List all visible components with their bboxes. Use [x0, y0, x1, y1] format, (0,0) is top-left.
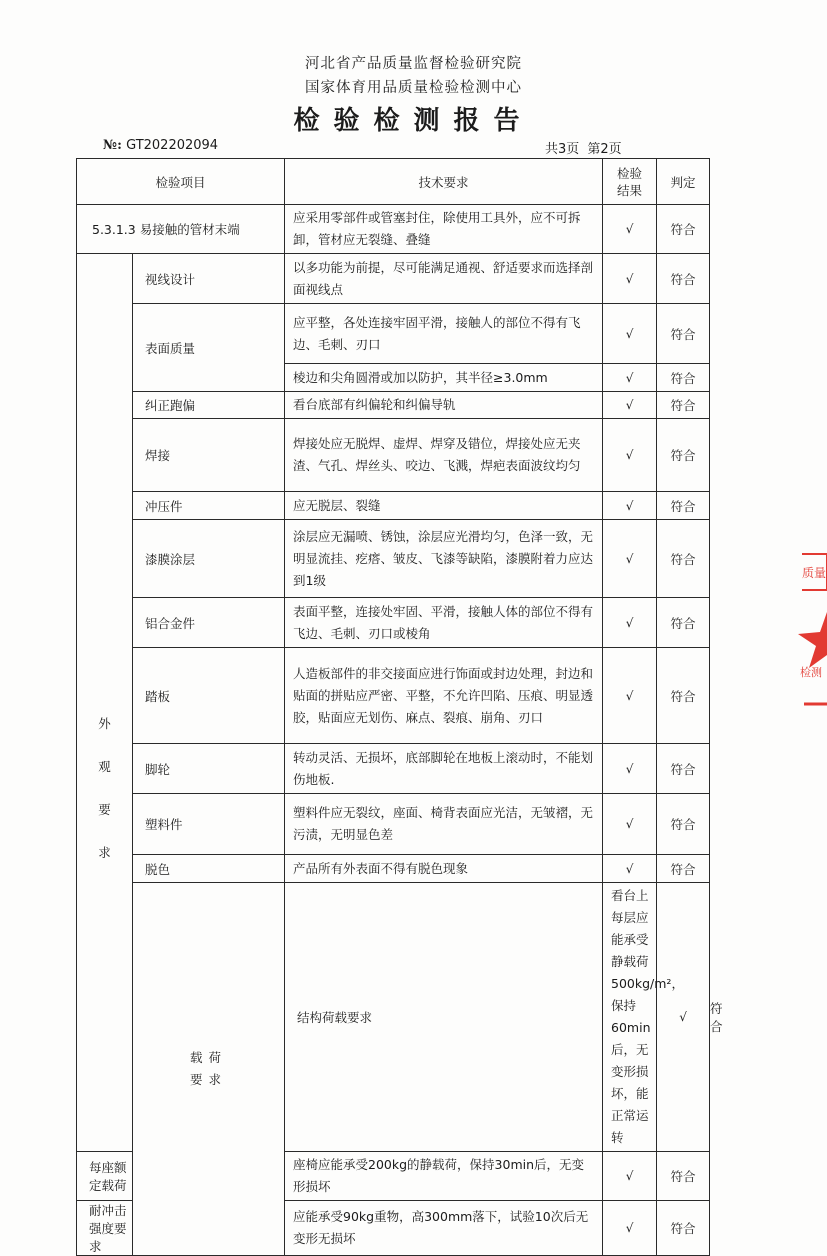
result-check: √: [657, 883, 710, 1152]
verdict-cell: 符合: [657, 392, 710, 419]
item-cell: 脚轮: [133, 744, 285, 794]
table-row: [77, 648, 710, 744]
item-cell: 漆膜涂层: [133, 520, 285, 598]
verdict-cell: 符合: [657, 304, 710, 364]
result-check: √: [603, 1201, 657, 1256]
item-cell: 表面质量: [133, 304, 285, 392]
verdict-cell: 符合: [657, 1152, 710, 1201]
result-check: √: [603, 254, 657, 304]
table-row: [77, 205, 710, 254]
verdict-cell: 符合: [657, 205, 710, 254]
verdict-cell: 符合: [657, 254, 710, 304]
verdict-cell: 符合: [657, 1201, 710, 1256]
verdict-cell: 符合: [657, 744, 710, 794]
verdict-cell: 符合: [657, 364, 710, 392]
verdict-cell: 符合: [657, 855, 710, 883]
requirement-cell: 看台上每层应能承受静载荷 500kg/m²，保持60min后，无变形损坏，能正常运转: [603, 883, 657, 1152]
result-check: √: [603, 419, 657, 492]
table-row: [77, 392, 710, 419]
requirement-cell: 应平整，各处连接牢固平滑，接触人的部位不得有飞边、毛刺、刃口: [285, 304, 603, 364]
table-row: [77, 520, 710, 598]
verdict-cell: 符合: [657, 520, 710, 598]
verdict-cell: 符合: [657, 598, 710, 648]
table-row: 载荷 要求 结构荷载要求 看台上每层应能承受静载荷 500kg/m²，保持60min后，无变形损坏，能正常运转 √ 符合: [77, 883, 710, 1152]
result-check: √: [603, 744, 657, 794]
result-check: √: [603, 1152, 657, 1201]
requirement-cell: 涂层应无漏喷、锈蚀，涂层应光滑均匀，色泽一致，无明显流挂、疙瘩、皱皮、飞漆等缺陷，漆膜附着力应达到1级: [285, 520, 603, 598]
group-label-load: [133, 883, 285, 1256]
table-row: [77, 254, 710, 304]
group-label-appearance-text: 外 观 要 求: [98, 715, 111, 860]
result-check: √: [603, 520, 657, 598]
official-seal-fragment: [798, 552, 827, 712]
result-check: √: [603, 364, 657, 392]
result-check: √: [603, 392, 657, 419]
result-check: √: [603, 855, 657, 883]
item-cell: 铝合金件: [133, 598, 285, 648]
item-cell: 纠正跑偏: [133, 392, 285, 419]
table-row: [77, 794, 710, 855]
report-title: 检验检测报告: [293, 106, 534, 136]
page-info: 共3页 第2页: [545, 142, 622, 157]
item-cell: 结构荷载要求: [285, 883, 603, 1152]
org-name-line-2: 国家体育用品质量检验检测中心: [305, 80, 522, 96]
table-row: [77, 855, 710, 883]
requirement-cell: 转动灵活、无损坏，底部脚轮在地板上滚动时，不能划伤地板.: [285, 744, 603, 794]
table-row: [77, 744, 710, 794]
result-check: √: [603, 205, 657, 254]
table-row: [77, 598, 710, 648]
requirement-cell: 人造板部件的非交接面应进行饰面或封边处理，封边和贴面的拼贴应严密、平整，不允许凹陷、压痕、明显透胶，贴面应无划伤、麻点、裂痕、崩角、刃口: [285, 648, 603, 744]
result-check: √: [603, 794, 657, 855]
item-cell: 耐冲击强度要求: [77, 1201, 133, 1256]
seal-star-icon: [798, 612, 827, 668]
result-check: √: [603, 648, 657, 744]
col-header-requirement: 技术要求: [285, 159, 603, 205]
requirement-cell: 应无脱层、裂缝: [285, 492, 603, 520]
table-header-row: [77, 159, 710, 205]
requirement-cell: 应采用零部件或管塞封住，除使用工具外，应不可拆卸，管材应无裂缝、叠缝: [285, 205, 603, 254]
requirement-cell: 塑料件应无裂纹，座面、椅背表面应光洁，无皱褶，无污渍，无明显色差: [285, 794, 603, 855]
inspection-table: [76, 158, 723, 1256]
seal-text-inspection: 检测: [800, 666, 822, 679]
result-check: √: [603, 598, 657, 648]
item-cell: 踏板: [133, 648, 285, 744]
requirement-cell: 座椅应能承受200kg的静载荷，保持30min后，无变形损坏: [285, 1152, 603, 1201]
item-cell: 视线设计: [133, 254, 285, 304]
requirement-cell: 表面平整，连接处牢固、平滑，接触人体的部位不得有飞边、毛刺、刃口或棱角: [285, 598, 603, 648]
requirement-cell: 应能承受90kg重物，高300mm落下，试验10次后无变形无损坏: [285, 1201, 603, 1256]
item-cell: 焊接: [133, 419, 285, 492]
col-header-result: 检验 结果: [603, 159, 657, 205]
requirement-cell: 棱边和尖角圆滑或加以防护，其半径≥3.0mm: [285, 364, 603, 392]
report-number-value: GT202202094: [126, 138, 219, 153]
result-check: √: [603, 492, 657, 520]
verdict-cell: 符合: [657, 492, 710, 520]
seal-text-quality: 质量: [802, 566, 827, 580]
verdict-cell: 符合: [657, 648, 710, 744]
col-header-verdict: 判定: [657, 159, 710, 205]
report-number: [103, 138, 218, 153]
item-cell: 5.3.1.3 易接触的管材末端: [77, 205, 285, 254]
item-cell: 脱色: [133, 855, 285, 883]
requirement-cell: 产品所有外表面不得有脱色现象: [285, 855, 603, 883]
item-cell: 冲压件: [133, 492, 285, 520]
table-row: [77, 304, 710, 364]
verdict-cell: 符合: [657, 794, 710, 855]
org-name-line-1: 河北省产品质量监督检验研究院: [305, 56, 522, 72]
group-label-load-text: 载荷 要求: [190, 1050, 228, 1087]
group-label-appearance: [77, 254, 133, 1152]
table-row: [77, 492, 710, 520]
item-cell: 每座额定载荷: [77, 1152, 133, 1201]
result-check: √: [603, 304, 657, 364]
table-row: [77, 419, 710, 492]
report-number-label: №:: [103, 138, 122, 153]
requirement-cell: 看台底部有纠偏轮和纠偏导轨: [285, 392, 603, 419]
requirement-cell: 以多功能为前提，尽可能满足通视、舒适要求而选择剖面视线点: [285, 254, 603, 304]
item-cell: 塑料件: [133, 794, 285, 855]
verdict-cell: 符合: [657, 419, 710, 492]
requirement-cell: 焊接处应无脱焊、虚焊、焊穿及错位，焊接处应无夹渣、气孔、焊丝头、咬边、飞溅，焊疤表面波纹均匀: [285, 419, 603, 492]
col-header-item: 检验项目: [77, 159, 285, 205]
